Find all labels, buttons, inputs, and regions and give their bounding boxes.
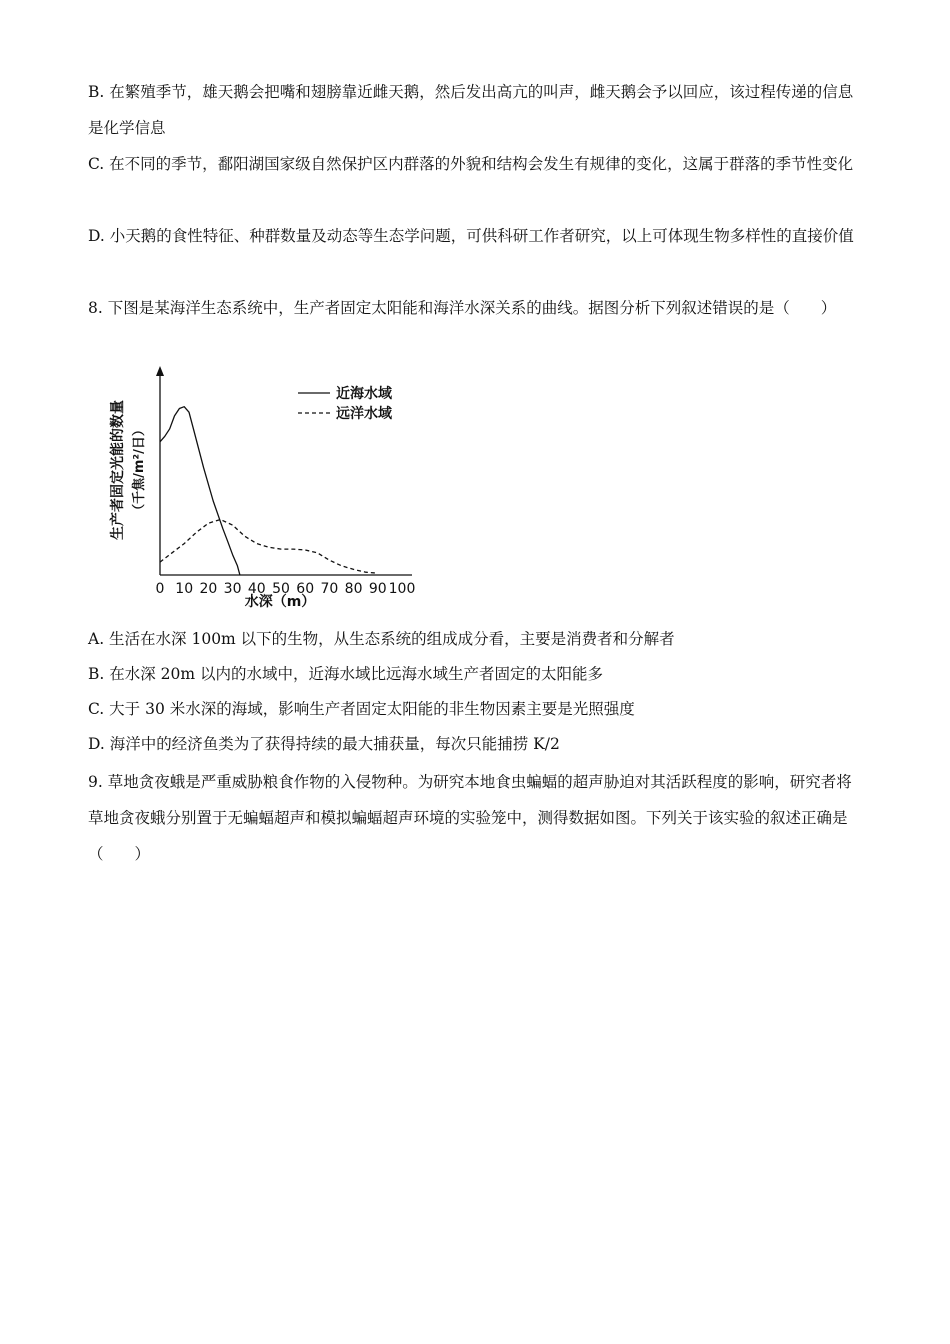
y-axis-arrow [156,366,164,376]
question-8-stem: 8. 下图是某海洋生态系统中，生产者固定太阳能和海洋水深关系的曲线。据图分析下列叙述错误的是（ ） [88,299,837,317]
legend-label-nearshore: 近海水域 [336,386,392,402]
question-9-stem: 9. 草地贪夜蛾是严重威胁粮食作物的入侵物种。为研究本地食虫蝙蝠的超声胁迫对其活跃程度的影响，研究者将草地贪夜蛾分别置于无蝙蝠超声和模拟蝙蝠超声环境的实验笼中，测得数据如图。下列关于该实验的叙述正确是（ ） [88,773,852,863]
x-tick-label: 10 [175,581,194,597]
x-tick-label: 30 [223,581,242,597]
option-q8-c: C. 大于 30 米水深的海域，影响生产者固定太阳能的非生物因素主要是光照强度 [88,700,635,718]
option-q8-a: A. 生活在水深 100m 以下的生物，从生态系统的组成成分看，主要是消费者和分解者 [88,630,675,648]
option-q7-c: C. 在不同的季节，鄱阳湖国家级自然保护区内群落的外貌和结构会发生有规律的变化，这属于群落的季节性变化 [88,155,854,173]
option-q7-b: B. 在繁殖季节，雄天鹅会把嘴和翅膀靠近雌天鹅，然后发出高亢的叫声，雌天鹅会予以回应，该过程传递的信息是化学信息 [88,83,854,137]
chart-legend [298,385,393,422]
x-axis-label: 水深（m） [244,594,316,610]
x-tick-label: 20 [199,581,218,597]
y-axis-label: 生产者固定光能的数量 [110,400,126,540]
series-line-offshore [160,520,378,574]
x-tick-label: 0 [155,581,165,597]
option-q7-d: D. 小天鹅的食性特征、种群数量及动态等生态学问题，可供科研工作者研究，以上可体现生物多样性的直接价值 [88,227,854,245]
option-q8-d: D. 海洋中的经济鱼类为了获得持续的最大捕获量，每次只能捕捞 K/2 [88,735,560,753]
x-tick-label: 90 [368,581,387,597]
x-tick-label: 60 [296,581,315,597]
x-tick-label: 100 [388,581,416,597]
x-tick-label: 40 [247,581,266,597]
chart-series [160,407,378,575]
depth-energy-chart [100,360,430,615]
y-axis-unit: （千焦/m²/日） [132,423,147,517]
legend-label-offshore: 远洋水域 [336,406,392,422]
series-line-nearshore [160,407,240,575]
x-tick-label: 50 [272,581,290,597]
x-tick-label: 80 [344,581,363,597]
option-q8-b: B. 在水深 20m 以内的水域中，近海水域比远海水域生产者固定的太阳能多 [88,665,604,683]
x-tick-label: 70 [320,581,339,597]
